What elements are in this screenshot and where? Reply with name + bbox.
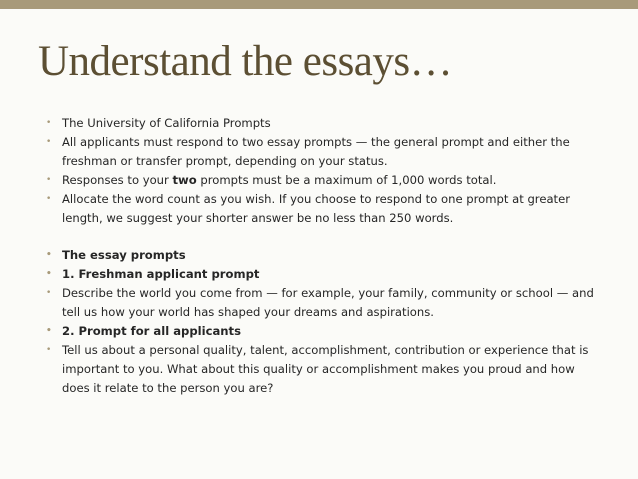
- bullet-essay-prompts-heading: [46, 246, 602, 265]
- bullet-text-bold: two: [172, 173, 197, 187]
- bullet-dot-icon: •: [46, 137, 52, 147]
- bullet-word-limit: [46, 171, 602, 190]
- slide-title: Understand the essays…: [38, 38, 453, 85]
- top-accent-bar: [0, 0, 638, 9]
- bullet-dot-icon: •: [46, 345, 52, 355]
- bullet-dot-icon: •: [46, 175, 52, 185]
- bullet-text-after: prompts must be a maximum of 1,000 words total.: [196, 173, 497, 187]
- bullet-list: [46, 114, 602, 398]
- bullet-text: 1. Freshman applicant prompt: [62, 267, 260, 281]
- bullet-freshman-heading: [46, 265, 602, 284]
- bullet-text: The University of California Prompts: [62, 116, 271, 130]
- bullet-text: Allocate the word count as you wish. If you choose to respond to one prompt at greater length, we suggest your shorter answer be no less than 250 words.: [62, 192, 570, 225]
- bullet-text: Tell us about a personal quality, talent, accomplishment, contribution or experience that is important to you. What about this quality or accomplishment makes you proud and how does it relate to the person you are?: [62, 343, 589, 395]
- bullet-uc-prompts: [46, 114, 602, 133]
- list-spacer: [46, 228, 602, 246]
- bullet-dot-icon: •: [46, 250, 52, 260]
- bullet-text-before: Responses to your: [62, 173, 173, 187]
- bullet-all-applicants-prompt: [46, 341, 602, 398]
- bullet-text: Describe the world you come from — for example, your family, community or school — and tell us how your world has shaped your dreams and aspirations.: [62, 286, 594, 319]
- bullet-dot-icon: •: [46, 118, 52, 128]
- bullet-two-prompts: [46, 133, 602, 171]
- bullet-dot-icon: •: [46, 326, 52, 336]
- bullet-dot-icon: •: [46, 194, 52, 204]
- bullet-all-applicants-heading: [46, 322, 602, 341]
- bullet-allocate: [46, 190, 602, 228]
- bullet-dot-icon: •: [46, 269, 52, 279]
- bullet-text: 2. Prompt for all applicants: [62, 324, 241, 338]
- bullet-text: All applicants must respond to two essay prompts — the general prompt and either the freshman or transfer prompt, depending on your status.: [62, 135, 570, 168]
- bullet-text: The essay prompts: [62, 248, 186, 262]
- bullet-freshman-prompt: [46, 284, 602, 322]
- bullet-dot-icon: •: [46, 288, 52, 298]
